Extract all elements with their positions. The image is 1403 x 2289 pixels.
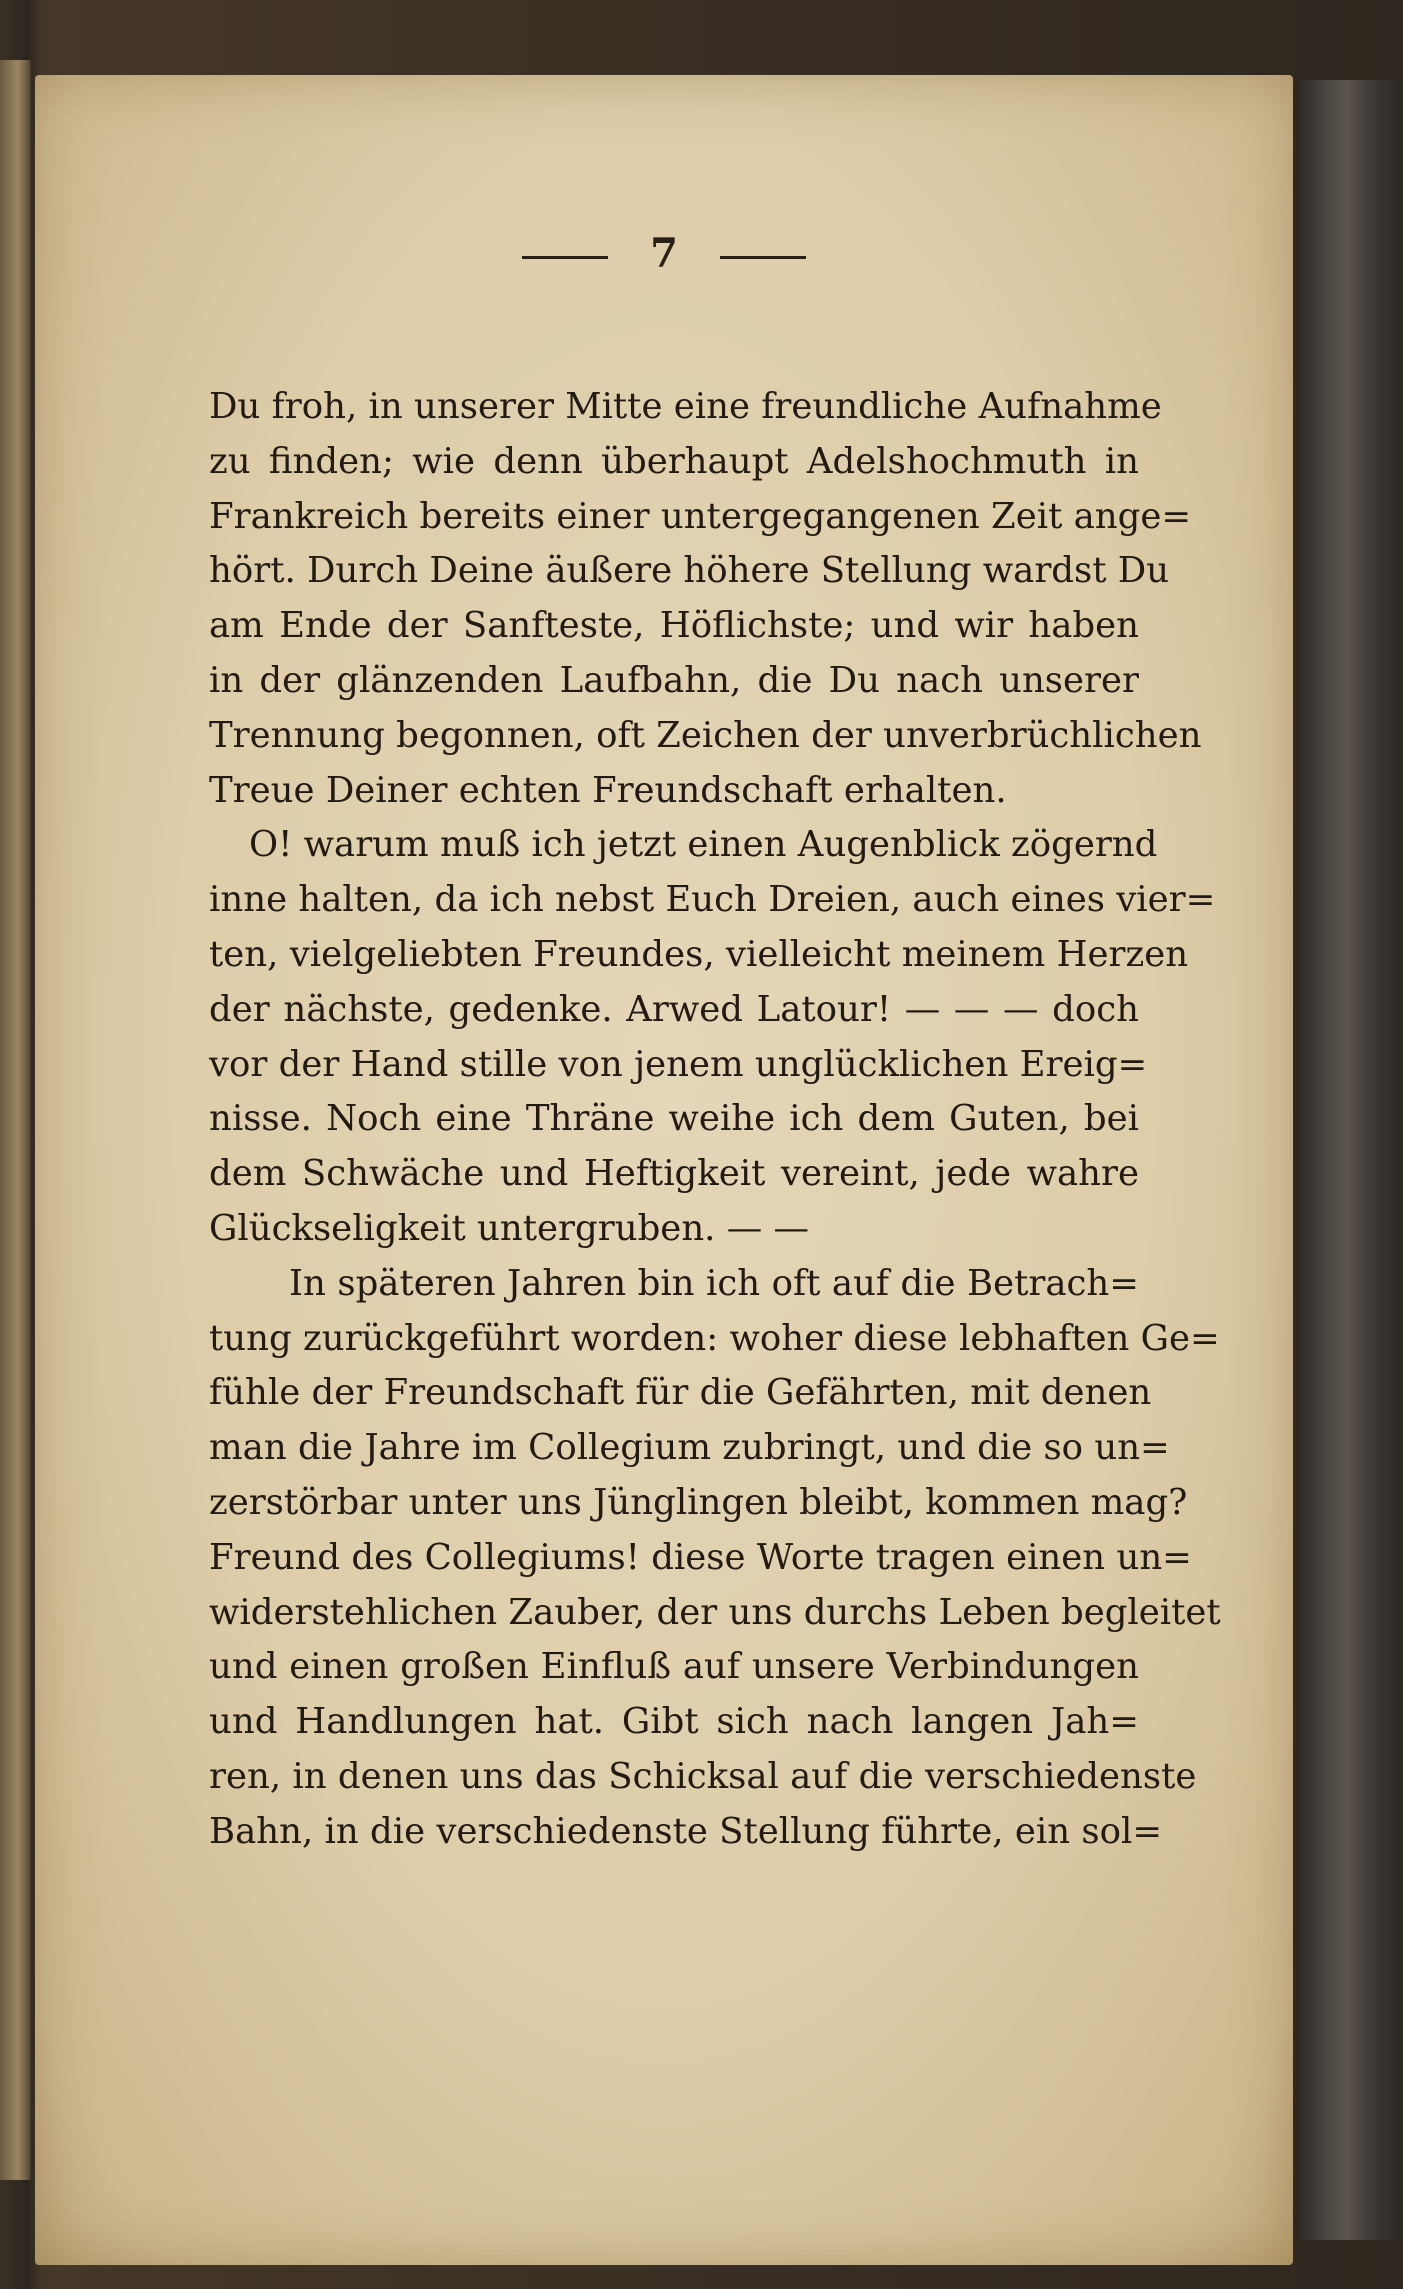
page-number: 7 bbox=[650, 230, 678, 277]
text-line: O! warum muß ich jetzt einen Augenblick zögernd bbox=[249, 824, 1158, 866]
body-text bbox=[209, 380, 1221, 1860]
book-page bbox=[35, 75, 1293, 2265]
text-line: fühle der Freundschaft für die Gefährten, mit denen bbox=[209, 1372, 1152, 1414]
text-line: In späteren Jahren bin ich oft auf die Betrach= bbox=[289, 1262, 1139, 1304]
text-line: Freund des Collegiums! diese Worte tragen einen un= bbox=[209, 1536, 1192, 1578]
text-line: zerstörbar unter uns Jünglingen bleibt, kommen mag? bbox=[209, 1481, 1188, 1523]
text-line: ten, vielgeliebten Freundes, vielleicht meinem Herzen bbox=[209, 933, 1189, 975]
text-line: Frankreich bereits einer untergegangenen Zeit ange= bbox=[209, 495, 1192, 537]
book-binding bbox=[1300, 80, 1403, 2240]
text-line: ren, in denen uns das Schicksal auf die verschiedenste bbox=[209, 1755, 1197, 1797]
text-line: man die Jahre im Collegium zubringt, und die so un= bbox=[209, 1427, 1170, 1469]
text-line: vor der Hand stille von jenem unglücklichen Ereig= bbox=[209, 1043, 1148, 1085]
text-line: dem Schwäche und Heftigkeit vereint, jede wahre bbox=[209, 1153, 1139, 1195]
text-line: zu finden; wie denn überhaupt Adelshochmuth in bbox=[209, 440, 1139, 482]
text-line: und Handlungen hat. Gibt sich nach langen Jah= bbox=[209, 1701, 1139, 1743]
text-line: tung zurückgeführt worden: woher diese lebhaften Ge= bbox=[209, 1317, 1220, 1359]
text-line: der nächste, gedenke. Arwed Latour! — — — doch bbox=[209, 988, 1139, 1030]
text-line: Glückseligkeit untergruben. — — bbox=[209, 1207, 810, 1249]
text-line: Treue Deiner echten Freundschaft erhalten. bbox=[209, 769, 1007, 811]
text-line: und einen großen Einfluß auf unsere Verbindungen bbox=[209, 1646, 1139, 1688]
text-line: inne halten, da ich nebst Euch Dreien, auch eines vier= bbox=[209, 879, 1216, 921]
text-line: in der glänzenden Laufbahn, die Du nach unserer bbox=[209, 659, 1139, 701]
text-line: hört. Durch Deine äußere höhere Stellung wardst Du bbox=[209, 550, 1170, 592]
left-page-edge bbox=[0, 60, 32, 2180]
text-line: am Ende der Sanfteste, Höflichste; und wir haben bbox=[209, 605, 1139, 647]
text-line: Bahn, in die verschiedenste Stellung führte, ein sol= bbox=[209, 1810, 1163, 1852]
text-line: Trennung begonnen, oft Zeichen der unverbrüchlichen bbox=[209, 714, 1202, 756]
page-header bbox=[35, 230, 1293, 277]
text-line: widerstehlichen Zauber, der uns durchs Leben begleitet bbox=[209, 1591, 1221, 1633]
header-dash-right bbox=[720, 256, 806, 259]
text-line: nisse. Noch eine Thräne weihe ich dem Guten, bei bbox=[209, 1098, 1139, 1140]
header-dash-left bbox=[522, 256, 608, 259]
text-line: Du froh, in unserer Mitte eine freundliche Aufnahme bbox=[209, 386, 1162, 427]
